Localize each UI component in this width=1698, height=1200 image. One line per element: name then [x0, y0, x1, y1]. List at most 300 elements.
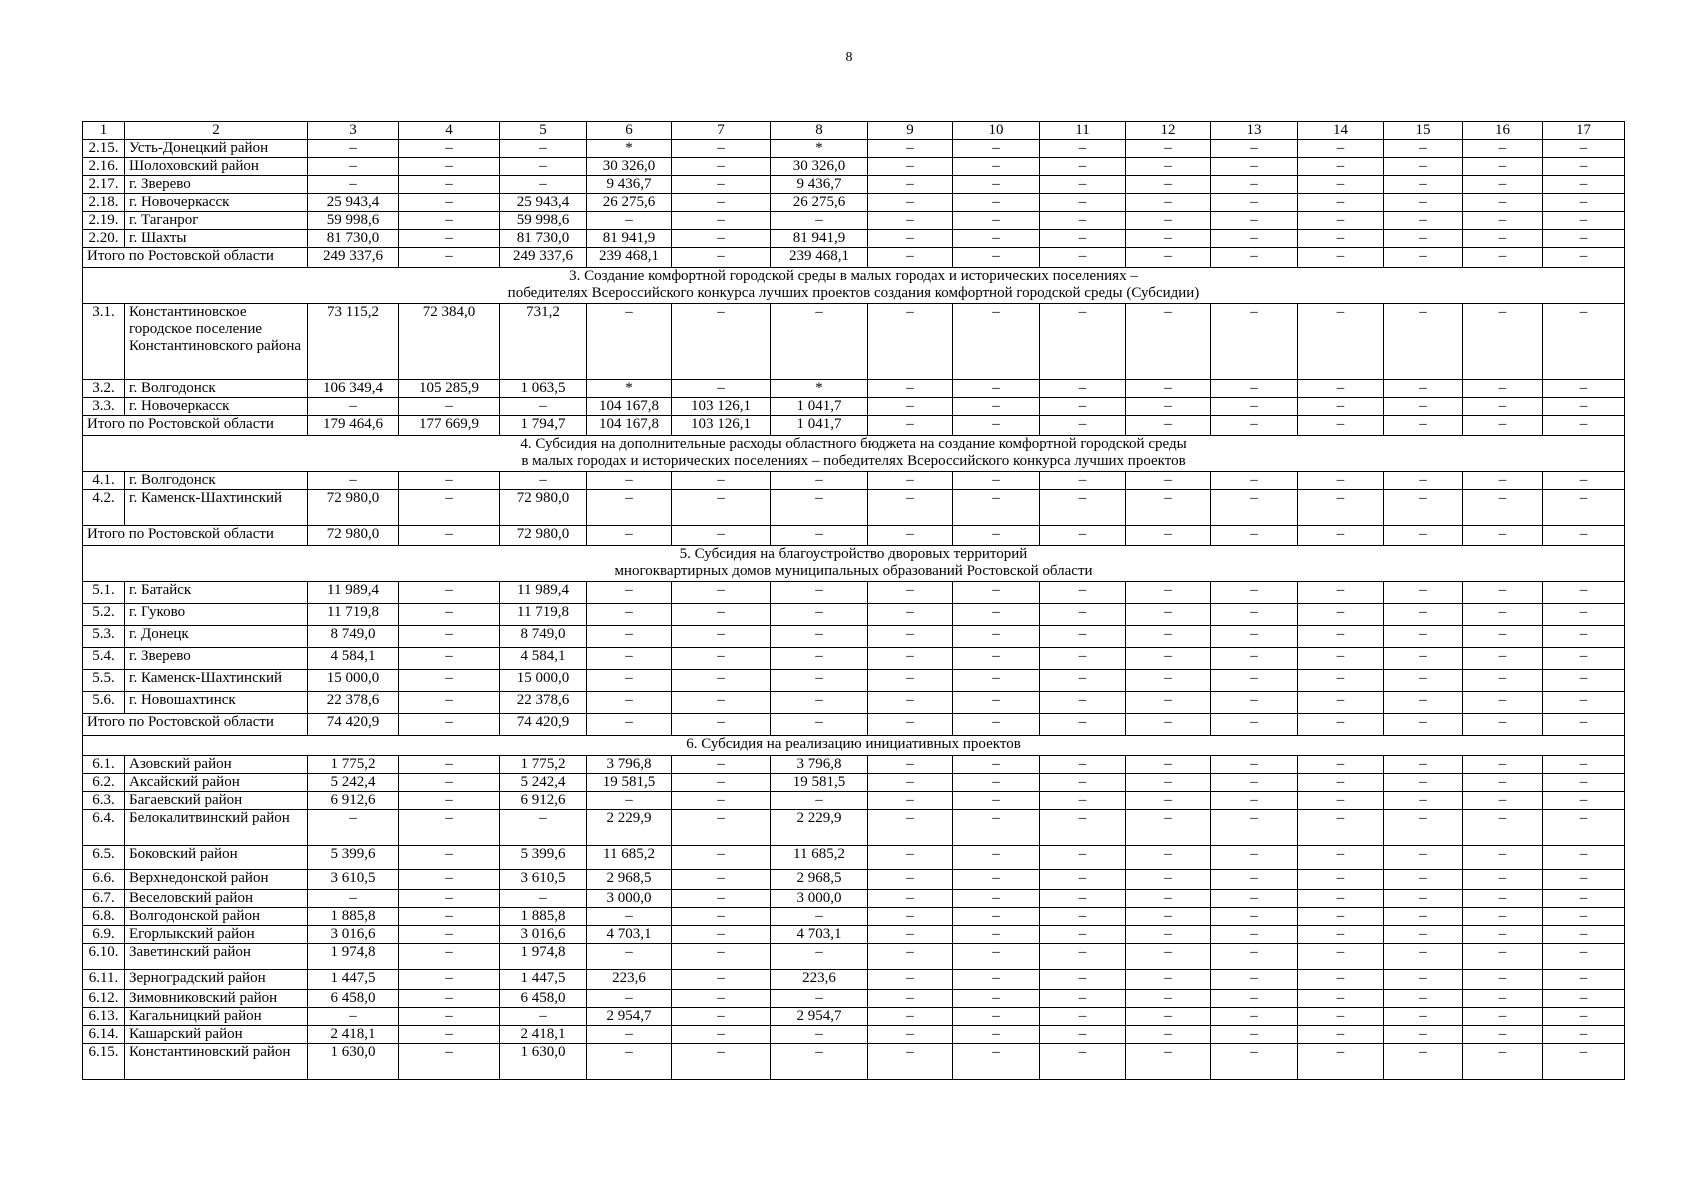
value-cell: –	[1384, 1008, 1463, 1026]
value-cell: –	[1126, 490, 1211, 526]
value-cell: –	[953, 212, 1040, 230]
value-cell: –	[1384, 890, 1463, 908]
value-cell: –	[587, 990, 672, 1008]
value-cell: –	[1384, 230, 1463, 248]
value-cell: –	[672, 774, 771, 792]
value-cell: –	[587, 212, 672, 230]
value-cell: –	[308, 1008, 399, 1026]
total-label: Итого по Ростовской области	[83, 248, 308, 268]
value-cell: –	[1384, 692, 1463, 714]
value-cell: –	[1463, 792, 1543, 810]
value-cell: –	[1463, 926, 1543, 944]
value-cell: –	[953, 194, 1040, 212]
value-cell: –	[500, 1008, 587, 1026]
value-cell: –	[868, 212, 953, 230]
value-cell: –	[1384, 792, 1463, 810]
value-cell: –	[672, 870, 771, 890]
municipality-name: Веселовский район	[125, 890, 308, 908]
value-cell: –	[1211, 1008, 1298, 1026]
value-cell: –	[868, 846, 953, 870]
value-cell: 59 998,6	[308, 212, 399, 230]
value-cell: 6 458,0	[308, 990, 399, 1008]
value-cell: –	[672, 846, 771, 870]
value-cell: *	[771, 140, 868, 158]
value-cell: –	[1040, 304, 1126, 380]
value-cell: –	[1463, 398, 1543, 416]
row-number: 6.6.	[83, 870, 125, 890]
table-row	[83, 670, 1625, 692]
value-cell: –	[771, 908, 868, 926]
value-cell: –	[1463, 670, 1543, 692]
value-cell: –	[868, 230, 953, 248]
value-cell: –	[1384, 472, 1463, 490]
value-cell: –	[399, 648, 500, 670]
value-cell: –	[1463, 944, 1543, 970]
value-cell: –	[500, 158, 587, 176]
value-cell: –	[1040, 472, 1126, 490]
value-cell: –	[1384, 846, 1463, 870]
municipality-name: Верхнедонской район	[125, 870, 308, 890]
value-cell: –	[1384, 582, 1463, 604]
value-cell: 19 581,5	[771, 774, 868, 792]
total-row	[83, 526, 1625, 546]
value-cell: –	[672, 140, 771, 158]
value-cell: –	[399, 990, 500, 1008]
value-cell: –	[1040, 1026, 1126, 1044]
value-cell: –	[308, 158, 399, 176]
column-number: 3	[308, 122, 399, 140]
value-cell: –	[672, 248, 771, 268]
value-cell: –	[399, 398, 500, 416]
value-cell: 59 998,6	[500, 212, 587, 230]
value-cell: –	[1384, 908, 1463, 926]
value-cell: –	[1211, 714, 1298, 736]
value-cell: –	[953, 1044, 1040, 1080]
value-cell: –	[1384, 526, 1463, 546]
row-number: 6.8.	[83, 908, 125, 926]
value-cell: –	[399, 714, 500, 736]
value-cell: –	[672, 990, 771, 1008]
value-cell: –	[1543, 846, 1625, 870]
value-cell: –	[1463, 604, 1543, 626]
value-cell: –	[1211, 970, 1298, 990]
value-cell: –	[1040, 890, 1126, 908]
value-cell: –	[1040, 970, 1126, 990]
value-cell: –	[953, 990, 1040, 1008]
value-cell: 6 912,6	[500, 792, 587, 810]
value-cell: –	[672, 1026, 771, 1044]
value-cell: 3 796,8	[771, 756, 868, 774]
table-row	[83, 846, 1625, 870]
municipality-name: Усть-Донецкий район	[125, 140, 308, 158]
value-cell: –	[953, 472, 1040, 490]
column-number: 7	[672, 122, 771, 140]
table-row	[83, 970, 1625, 990]
table-row	[83, 140, 1625, 158]
value-cell: –	[771, 1044, 868, 1080]
value-cell: –	[1543, 926, 1625, 944]
value-cell: –	[1298, 176, 1384, 194]
value-cell: –	[771, 944, 868, 970]
value-cell: –	[1543, 944, 1625, 970]
value-cell: –	[1543, 870, 1625, 890]
value-cell: –	[1040, 670, 1126, 692]
municipality-name: г. Шахты	[125, 230, 308, 248]
value-cell: –	[1463, 490, 1543, 526]
total-row	[83, 248, 1625, 268]
value-cell: –	[868, 248, 953, 268]
value-cell: –	[953, 670, 1040, 692]
value-cell: –	[868, 926, 953, 944]
value-cell: –	[1040, 908, 1126, 926]
value-cell: –	[1463, 626, 1543, 648]
value-cell: –	[868, 908, 953, 926]
value-cell: –	[587, 792, 672, 810]
value-cell: –	[672, 810, 771, 846]
column-number: 2	[125, 122, 308, 140]
value-cell: 25 943,4	[308, 194, 399, 212]
value-cell: –	[1126, 890, 1211, 908]
value-cell: 74 420,9	[308, 714, 399, 736]
municipality-name: г. Волгодонск	[125, 472, 308, 490]
value-cell: –	[868, 304, 953, 380]
value-cell: –	[1384, 648, 1463, 670]
value-cell: –	[1040, 926, 1126, 944]
value-cell: –	[1463, 1044, 1543, 1080]
value-cell: –	[399, 846, 500, 870]
value-cell: 15 000,0	[308, 670, 399, 692]
value-cell: –	[1298, 526, 1384, 546]
value-cell: 8 749,0	[308, 626, 399, 648]
value-cell: 1 775,2	[500, 756, 587, 774]
value-cell: –	[1126, 526, 1211, 546]
value-cell: –	[1126, 846, 1211, 870]
value-cell: –	[1040, 714, 1126, 736]
value-cell: –	[1040, 810, 1126, 846]
table-row	[83, 990, 1625, 1008]
value-cell: –	[1384, 604, 1463, 626]
value-cell: –	[1211, 870, 1298, 890]
value-cell: 2 968,5	[771, 870, 868, 890]
value-cell: –	[868, 714, 953, 736]
table-row	[83, 176, 1625, 194]
row-number: 4.2.	[83, 490, 125, 526]
value-cell: 72 384,0	[399, 304, 500, 380]
value-cell: –	[1040, 870, 1126, 890]
value-cell: –	[771, 670, 868, 692]
value-cell: 103 126,1	[672, 416, 771, 436]
value-cell: –	[868, 194, 953, 212]
value-cell: 1 885,8	[500, 908, 587, 926]
row-number: 5.2.	[83, 604, 125, 626]
value-cell: –	[1040, 756, 1126, 774]
value-cell: –	[953, 230, 1040, 248]
column-number: 8	[771, 122, 868, 140]
value-cell: –	[399, 774, 500, 792]
value-cell: –	[1384, 194, 1463, 212]
row-number: 6.13.	[83, 1008, 125, 1026]
table-row	[83, 1044, 1625, 1080]
value-cell: –	[399, 526, 500, 546]
value-cell: –	[1126, 212, 1211, 230]
value-cell: 81 941,9	[587, 230, 672, 248]
value-cell: 19 581,5	[587, 774, 672, 792]
value-cell: –	[953, 692, 1040, 714]
municipality-name: Заветинский район	[125, 944, 308, 970]
value-cell: *	[587, 140, 672, 158]
value-cell: 3 016,6	[500, 926, 587, 944]
value-cell: –	[587, 304, 672, 380]
value-cell: –	[399, 970, 500, 990]
value-cell: –	[771, 626, 868, 648]
value-cell: –	[1298, 140, 1384, 158]
value-cell: –	[399, 692, 500, 714]
value-cell: –	[771, 212, 868, 230]
value-cell: 4 703,1	[587, 926, 672, 944]
value-cell: –	[771, 990, 868, 1008]
value-cell: –	[1384, 176, 1463, 194]
section-row	[83, 436, 1625, 472]
row-number: 5.3.	[83, 626, 125, 648]
value-cell: –	[1040, 212, 1126, 230]
value-cell: –	[308, 890, 399, 908]
row-number: 6.14.	[83, 1026, 125, 1044]
municipality-name: Егорлыкский район	[125, 926, 308, 944]
value-cell: –	[1463, 194, 1543, 212]
table-row	[83, 398, 1625, 416]
value-cell: –	[1040, 248, 1126, 268]
value-cell: –	[1211, 304, 1298, 380]
value-cell: –	[1126, 870, 1211, 890]
value-cell: –	[1384, 714, 1463, 736]
value-cell: –	[399, 176, 500, 194]
value-cell: –	[868, 756, 953, 774]
value-cell: –	[1543, 526, 1625, 546]
value-cell: –	[1298, 714, 1384, 736]
value-cell: –	[1463, 1008, 1543, 1026]
value-cell: –	[1298, 670, 1384, 692]
value-cell: –	[868, 990, 953, 1008]
value-cell: 2 229,9	[587, 810, 672, 846]
value-cell: –	[587, 604, 672, 626]
value-cell: –	[587, 714, 672, 736]
value-cell: 11 989,4	[500, 582, 587, 604]
value-cell: –	[1463, 176, 1543, 194]
value-cell: 103 126,1	[672, 398, 771, 416]
table-row	[83, 944, 1625, 970]
row-number: 6.4.	[83, 810, 125, 846]
value-cell: –	[1543, 1008, 1625, 1026]
value-cell: –	[1040, 490, 1126, 526]
value-cell: 72 980,0	[308, 490, 399, 526]
row-number: 3.3.	[83, 398, 125, 416]
value-cell: –	[500, 890, 587, 908]
value-cell: –	[1040, 604, 1126, 626]
value-cell: –	[1040, 1044, 1126, 1080]
row-number: 6.15.	[83, 1044, 125, 1080]
value-cell: –	[953, 774, 1040, 792]
value-cell: –	[587, 670, 672, 692]
value-cell: –	[1298, 416, 1384, 436]
value-cell: –	[1126, 1026, 1211, 1044]
value-cell: 239 468,1	[771, 248, 868, 268]
value-cell: –	[1126, 926, 1211, 944]
value-cell: –	[1543, 176, 1625, 194]
value-cell: –	[672, 890, 771, 908]
value-cell: –	[399, 604, 500, 626]
value-cell: –	[672, 756, 771, 774]
total-row	[83, 714, 1625, 736]
value-cell: –	[1126, 670, 1211, 692]
value-cell: 1 630,0	[308, 1044, 399, 1080]
value-cell: 72 980,0	[500, 526, 587, 546]
value-cell: –	[1298, 810, 1384, 846]
value-cell: 4 703,1	[771, 926, 868, 944]
value-cell: –	[1211, 604, 1298, 626]
value-cell: 179 464,6	[308, 416, 399, 436]
row-number: 5.6.	[83, 692, 125, 714]
value-cell: –	[399, 626, 500, 648]
row-number: 2.20.	[83, 230, 125, 248]
value-cell: –	[1543, 1044, 1625, 1080]
row-number: 2.19.	[83, 212, 125, 230]
value-cell: –	[1384, 810, 1463, 846]
value-cell: –	[1384, 304, 1463, 380]
value-cell: –	[1211, 908, 1298, 926]
table-row	[83, 792, 1625, 810]
value-cell: 9 436,7	[771, 176, 868, 194]
value-cell: –	[953, 176, 1040, 194]
value-cell: –	[587, 1026, 672, 1044]
municipality-name: Азовский район	[125, 756, 308, 774]
value-cell: –	[1040, 692, 1126, 714]
value-cell: 11 989,4	[308, 582, 399, 604]
value-cell: –	[308, 140, 399, 158]
value-cell: –	[672, 692, 771, 714]
value-cell: –	[672, 472, 771, 490]
table-row	[83, 774, 1625, 792]
value-cell: 72 980,0	[500, 490, 587, 526]
value-cell: 11 685,2	[771, 846, 868, 870]
value-cell: –	[1543, 472, 1625, 490]
value-cell: –	[868, 380, 953, 398]
value-cell: –	[1543, 1026, 1625, 1044]
value-cell: –	[399, 158, 500, 176]
value-cell: –	[308, 176, 399, 194]
value-cell: 239 468,1	[587, 248, 672, 268]
value-cell: –	[1126, 416, 1211, 436]
value-cell: 6 458,0	[500, 990, 587, 1008]
table-body	[83, 122, 1625, 1080]
value-cell: –	[587, 908, 672, 926]
row-number: 3.1.	[83, 304, 125, 380]
value-cell: –	[1463, 970, 1543, 990]
value-cell: –	[399, 1044, 500, 1080]
value-cell: –	[1543, 490, 1625, 526]
value-cell: –	[587, 526, 672, 546]
value-cell: –	[953, 490, 1040, 526]
value-cell: –	[587, 626, 672, 648]
value-cell: –	[1298, 212, 1384, 230]
value-cell: 2 954,7	[771, 1008, 868, 1026]
value-cell: 73 115,2	[308, 304, 399, 380]
value-cell: *	[771, 380, 868, 398]
value-cell: –	[1211, 990, 1298, 1008]
value-cell: 3 610,5	[308, 870, 399, 890]
table-row	[83, 648, 1625, 670]
municipality-name: г. Зверево	[125, 176, 308, 194]
value-cell: –	[672, 944, 771, 970]
row-number: 6.1.	[83, 756, 125, 774]
value-cell: –	[1298, 248, 1384, 268]
value-cell: 2 229,9	[771, 810, 868, 846]
value-cell: 2 954,7	[587, 1008, 672, 1026]
value-cell: –	[1384, 990, 1463, 1008]
column-number: 10	[953, 122, 1040, 140]
value-cell: –	[1211, 792, 1298, 810]
value-cell: –	[1126, 990, 1211, 1008]
value-cell: –	[771, 792, 868, 810]
value-cell: 3 796,8	[587, 756, 672, 774]
table-row	[83, 158, 1625, 176]
value-cell: –	[1126, 380, 1211, 398]
municipality-name: Зерноградский район	[125, 970, 308, 990]
table-row	[83, 810, 1625, 846]
municipality-name: Аксайский район	[125, 774, 308, 792]
value-cell: –	[1040, 774, 1126, 792]
value-cell: –	[771, 472, 868, 490]
value-cell: –	[1384, 774, 1463, 792]
value-cell: –	[1463, 582, 1543, 604]
value-cell: –	[672, 670, 771, 692]
value-cell: –	[1543, 756, 1625, 774]
value-cell: –	[953, 626, 1040, 648]
section-title-line: в малых городах и исторических поселениях – победителях Всероссийского конкурса лучших проектов	[521, 453, 1186, 469]
value-cell: –	[868, 1008, 953, 1026]
value-cell: –	[868, 490, 953, 526]
value-cell: –	[1463, 648, 1543, 670]
value-cell: 8 749,0	[500, 626, 587, 648]
municipality-name: Кашарский район	[125, 1026, 308, 1044]
value-cell: –	[399, 810, 500, 846]
value-cell: –	[500, 472, 587, 490]
value-cell: –	[1298, 756, 1384, 774]
value-cell: –	[1384, 1026, 1463, 1044]
value-cell: –	[1543, 970, 1625, 990]
value-cell: –	[953, 604, 1040, 626]
value-cell: –	[1126, 176, 1211, 194]
value-cell: –	[1543, 604, 1625, 626]
municipality-name: г. Донецк	[125, 626, 308, 648]
value-cell: –	[1543, 774, 1625, 792]
value-cell: –	[1040, 194, 1126, 212]
value-cell: –	[500, 140, 587, 158]
value-cell: –	[1040, 990, 1126, 1008]
value-cell: –	[1211, 670, 1298, 692]
value-cell: –	[399, 140, 500, 158]
municipality-name: г. Таганрог	[125, 212, 308, 230]
value-cell: –	[1298, 970, 1384, 990]
value-cell: –	[1384, 398, 1463, 416]
value-cell: –	[1543, 158, 1625, 176]
column-number: 15	[1384, 122, 1463, 140]
value-cell: –	[1211, 890, 1298, 908]
value-cell: –	[868, 870, 953, 890]
municipality-name: Зимовниковский район	[125, 990, 308, 1008]
value-cell: –	[1211, 158, 1298, 176]
row-number: 3.2.	[83, 380, 125, 398]
value-cell: –	[1543, 890, 1625, 908]
